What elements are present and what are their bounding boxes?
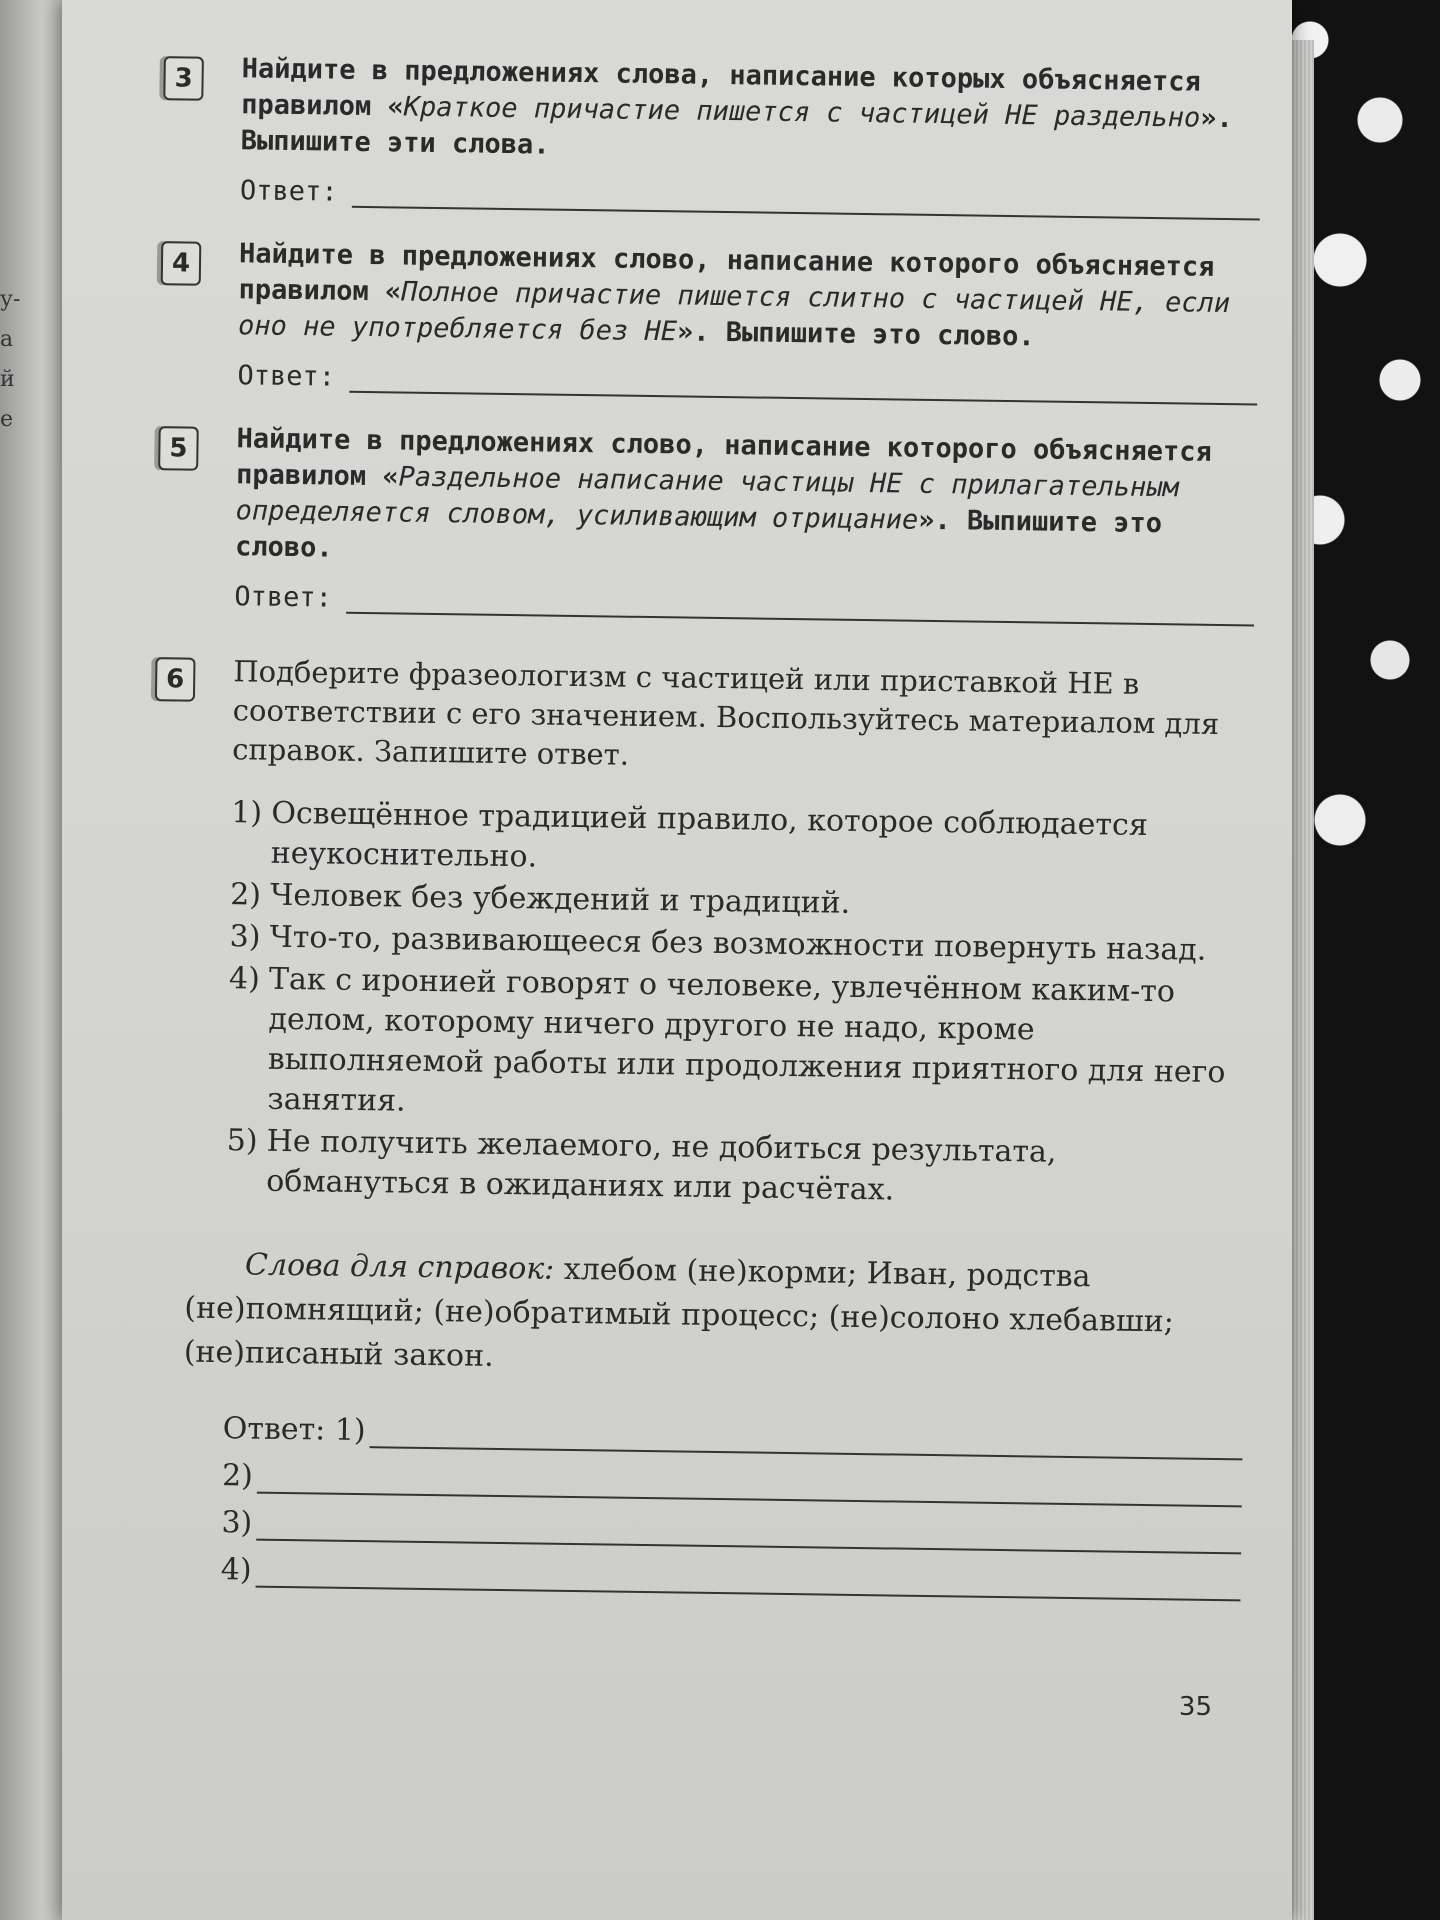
edge-letter: й bbox=[0, 367, 15, 392]
answer-blank[interactable] bbox=[255, 1558, 1241, 1602]
answer-blank[interactable] bbox=[369, 1418, 1242, 1460]
answer-blank[interactable] bbox=[346, 586, 1255, 627]
answer-label: Ответ: bbox=[239, 175, 338, 208]
task-3-answer bbox=[240, 175, 1260, 220]
answer-blank[interactable] bbox=[256, 1511, 1242, 1555]
answer-row bbox=[221, 1505, 1241, 1554]
task-6-answers bbox=[221, 1411, 1243, 1601]
edge-letter: е bbox=[0, 407, 14, 432]
answer-row-label: 4) bbox=[220, 1552, 252, 1588]
task-rule: Краткое причастие пишется с частицей НЕ раздельно bbox=[403, 91, 1201, 134]
list-item-number: 3) bbox=[229, 919, 261, 955]
list-item bbox=[226, 1121, 1247, 1215]
answer-row bbox=[222, 1458, 1242, 1507]
list-item bbox=[231, 793, 1252, 887]
task-text-before: Найдите в предложениях слова, написание которых объясняется правилом « bbox=[241, 53, 1201, 123]
list-item-number: 2) bbox=[229, 877, 262, 913]
list-item-number: 4) bbox=[228, 961, 261, 997]
answer-blank[interactable] bbox=[257, 1464, 1243, 1508]
list-item-text: Что-то, развивающееся без возможности повернуть назад. bbox=[269, 919, 1207, 968]
edge-letter: а bbox=[0, 327, 14, 352]
task-4-text bbox=[238, 236, 1259, 358]
list-item-text: Так с иронией говорят о человеке, увлечённом каким-то делом, которому ничего другого не надо, кроме выполняемой работы или продолжения приятного для него занятия. bbox=[267, 961, 1226, 1119]
meaning-list bbox=[226, 793, 1252, 1215]
task-5-answer bbox=[234, 581, 1254, 626]
list-item-text: Освещённое традицией правило, которое соблюдается неукоснительно. bbox=[270, 795, 1148, 875]
reference-text: хлебом (не)корми; Иван, родства (не)помнящий; (не)обратимый процесс; (не)солоно хлебавши; (не)писаный закон. bbox=[183, 1251, 1175, 1374]
previous-page-letters bbox=[0, 280, 20, 440]
answer-label: Ответ: bbox=[237, 360, 336, 393]
answer-row-label: Ответ: 1) bbox=[222, 1411, 366, 1449]
task-rule: Раздельное написание частицы НЕ с прилагательным определяется словом, усиливающим отрицание bbox=[235, 461, 1180, 536]
task-number-badge: 4 bbox=[161, 241, 202, 286]
task-6 bbox=[131, 651, 1254, 1601]
task-text-before: Найдите в предложениях слово, написание которого объясняется правилом « bbox=[238, 238, 1215, 308]
list-item-text: Человек без убеждений и традиций. bbox=[269, 877, 851, 921]
list-item-number: 1) bbox=[231, 795, 263, 831]
task-6-text: Подберите фразеологизм с частицей или приставкой НЕ в соответствии с его значением. Воспользуйтесь материалом для справок. Запишите ответ. bbox=[232, 654, 1220, 772]
answer-row bbox=[223, 1411, 1243, 1460]
page-content bbox=[130, 50, 1262, 1631]
task-5 bbox=[144, 420, 1257, 626]
reference-words bbox=[184, 1243, 1246, 1390]
answer-row-label: 3) bbox=[221, 1505, 253, 1541]
answer-blank[interactable] bbox=[351, 180, 1260, 221]
previous-page-edge bbox=[0, 0, 70, 1920]
task-3 bbox=[150, 50, 1262, 220]
task-rule: Полное причастие пишется слитно с частицей НЕ, если оно не употребляется без НЕ bbox=[237, 276, 1231, 348]
task-3-text bbox=[240, 51, 1261, 173]
answer-row bbox=[221, 1552, 1241, 1601]
task-number-badge: 5 bbox=[158, 426, 199, 471]
answer-row-label: 2) bbox=[221, 1458, 254, 1494]
list-item-number: 5) bbox=[226, 1123, 258, 1159]
list-item-text: Не получить желаемого, не добиться результата, обмануться в ожиданиях или расчётах. bbox=[265, 1123, 1057, 1208]
task-text-before: Найдите в предложениях слово, написание которого объясняется правилом « bbox=[235, 423, 1213, 493]
task-4-answer bbox=[237, 360, 1257, 405]
page-stack-edge bbox=[1292, 40, 1314, 1920]
task-number-badge: 6 bbox=[155, 657, 196, 702]
list-item bbox=[227, 959, 1249, 1133]
task-text-after: ». Выпишите это слово. bbox=[234, 504, 1163, 564]
task-number-badge: 3 bbox=[163, 56, 204, 101]
page-number: 35 bbox=[1178, 1692, 1212, 1722]
task-5-text bbox=[235, 421, 1257, 579]
edge-letter: у- bbox=[0, 287, 21, 312]
answer-label: Ответ: bbox=[234, 581, 333, 614]
task-4 bbox=[147, 235, 1259, 405]
workbook-page bbox=[62, 0, 1292, 1920]
answer-blank[interactable] bbox=[349, 365, 1258, 406]
task-text-after: ». Выпишите это слово. bbox=[676, 316, 1035, 353]
reference-label: Слова для справок: bbox=[244, 1247, 555, 1287]
task-text-after: ». Выпишите эти слова. bbox=[240, 102, 1233, 161]
